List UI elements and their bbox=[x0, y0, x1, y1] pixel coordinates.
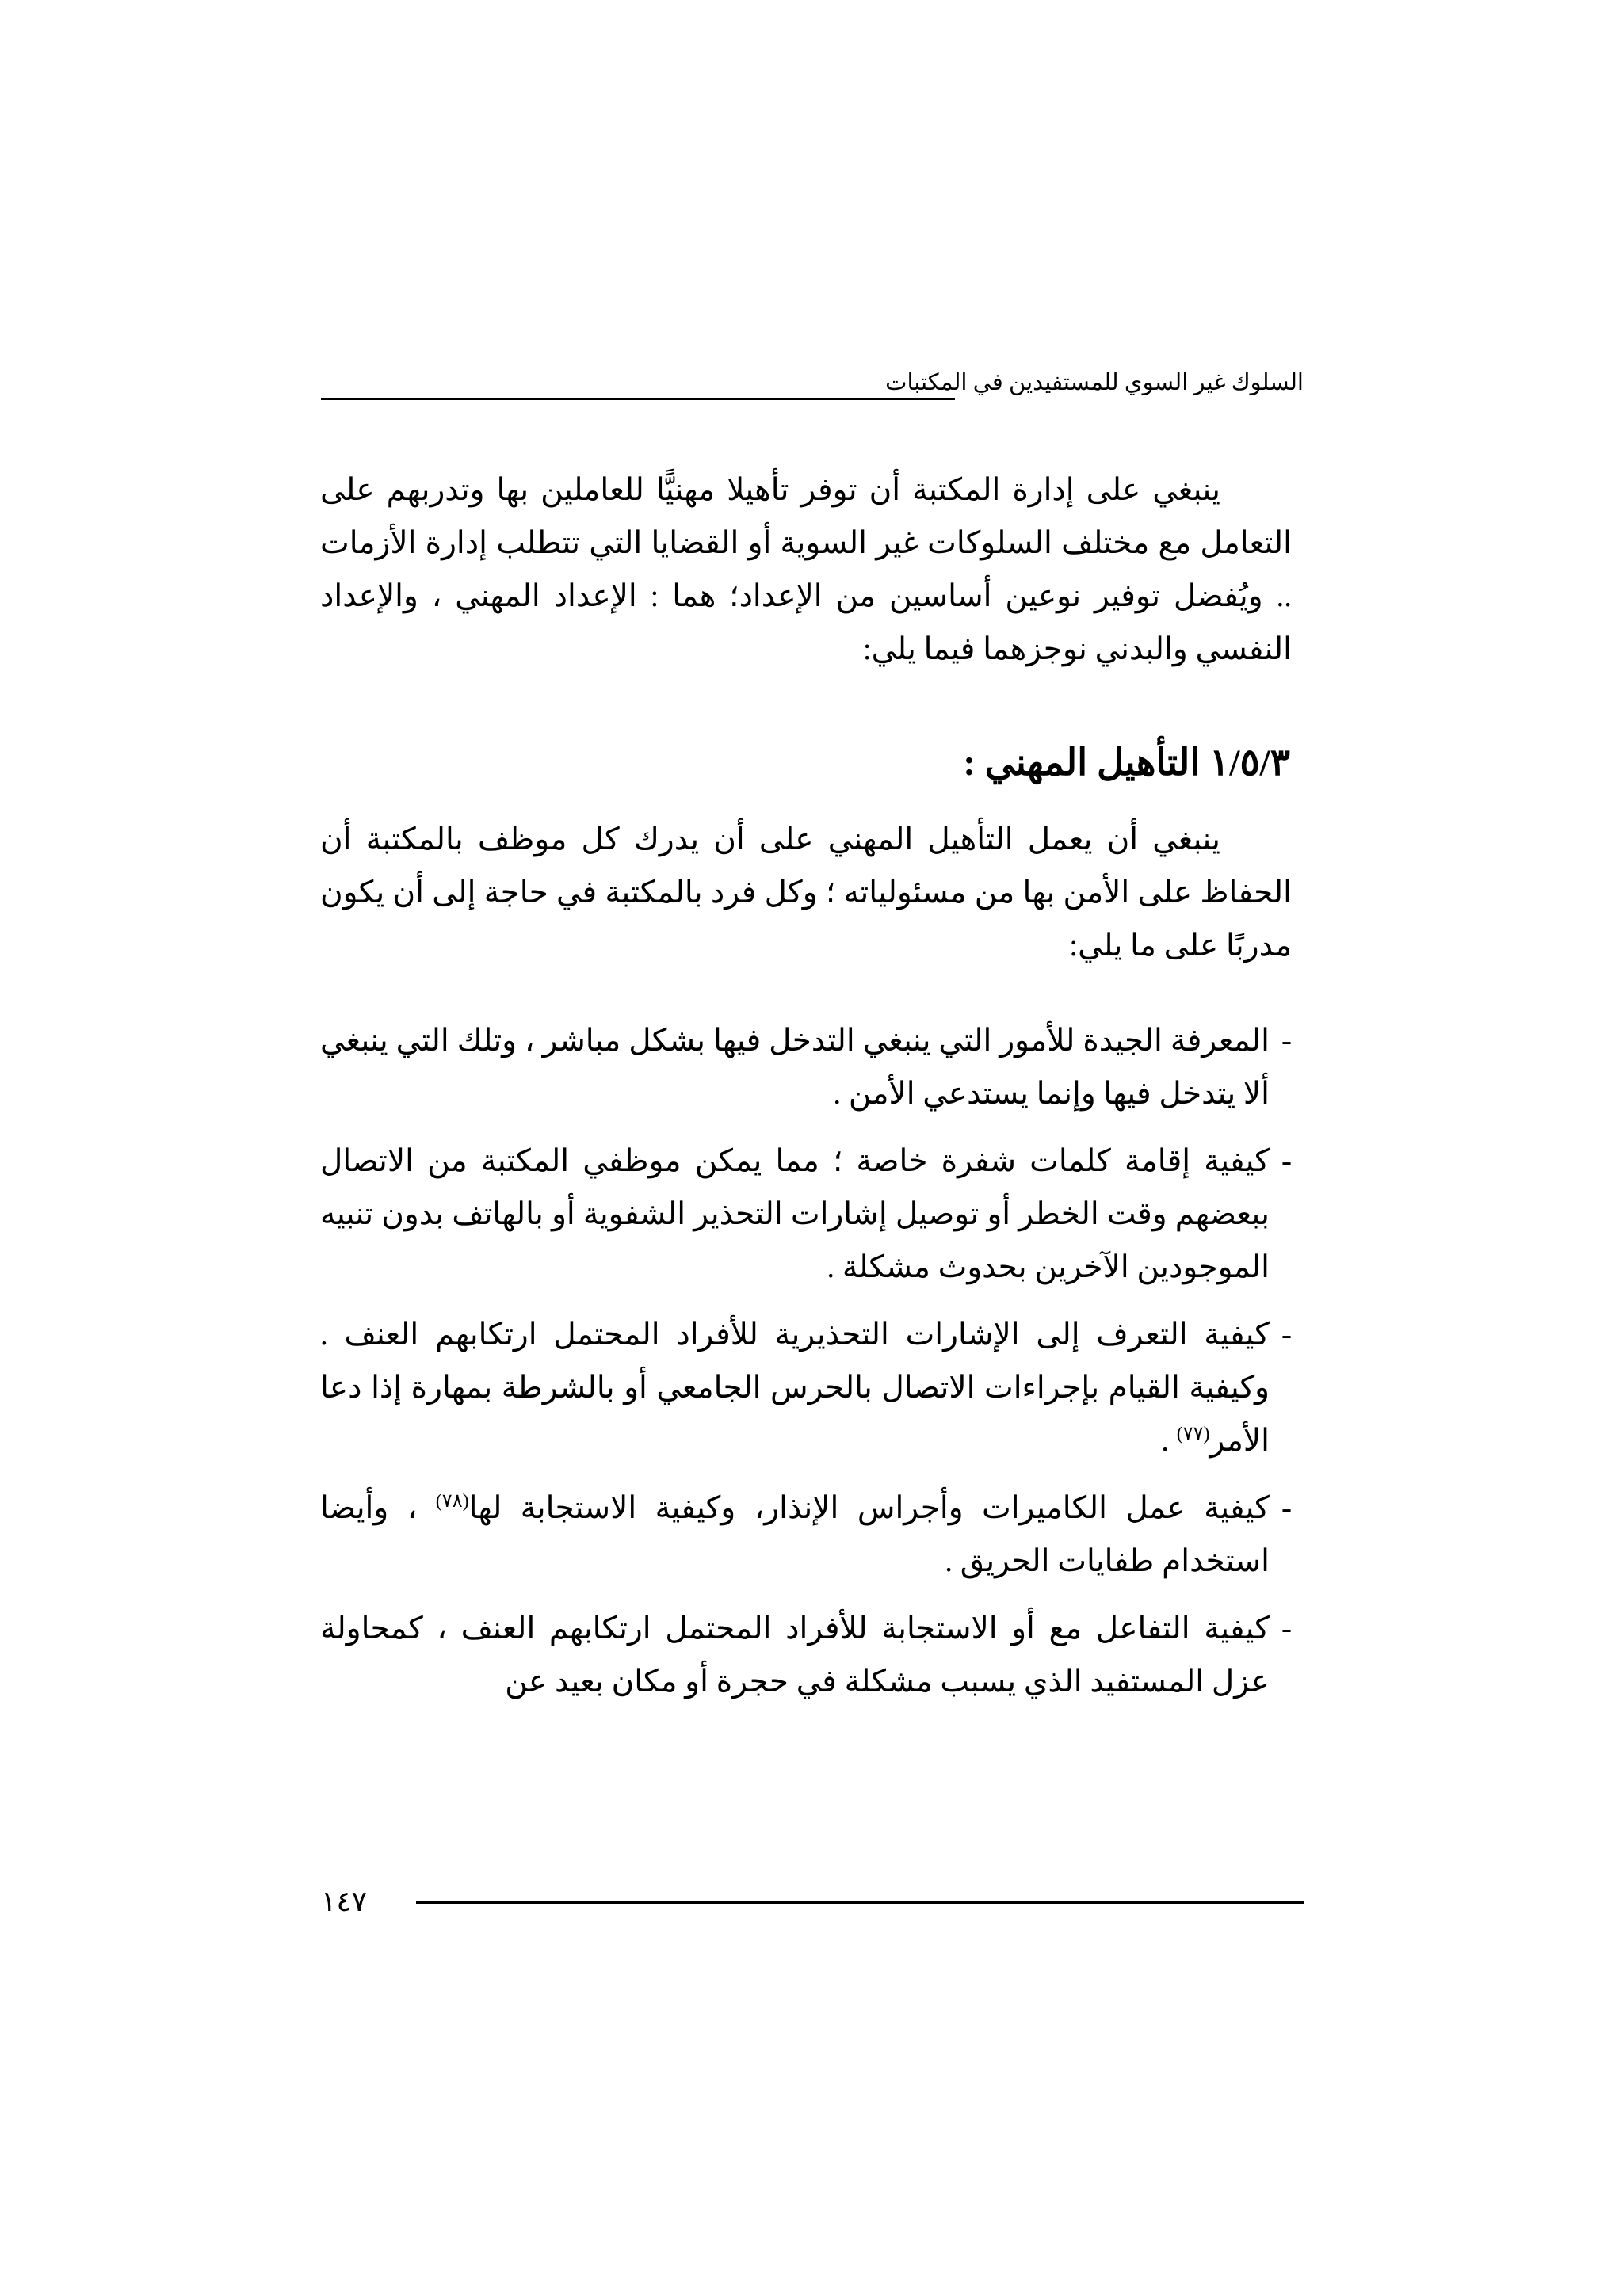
list-item-text-end: ، وأيضا استخدام طفايات الحريق . bbox=[320, 1491, 1270, 1578]
footnote-ref[interactable]: (٧٧) bbox=[1176, 1424, 1210, 1444]
list-item-text: كيفية التفاعل مع أو الاستجابة للأفراد المحتمل ارتكابهم العنف ، كمحاولة عزل المستفيد الذي يسبب مشكلة في حجرة أو مكان بعيد عن bbox=[320, 1611, 1270, 1699]
header-rule bbox=[321, 398, 955, 400]
list-dash: - bbox=[1281, 1144, 1292, 1178]
footer-rule bbox=[416, 1901, 1304, 1904]
list-item-text: المعرفة الجيدة للأمور التي ينبغي التدخل فيها بشكل مباشر ، وتلك التي ينبغي ألا يتدخل فيها وإنما يستدعي الأمن . bbox=[320, 1024, 1270, 1111]
footnote-ref[interactable]: (٧٨) bbox=[435, 1491, 469, 1512]
header-title: السلوك غير السوي للمستفيدين في المكتبات bbox=[885, 370, 1304, 395]
page-footer bbox=[321, 1884, 1304, 1924]
intro-paragraph: ينبغي على إدارة المكتبة أن توفر تأهيلا مهنيًّا للعاملين بها وتدربهم على التعامل مع مختلف السلوكات غير السوية أو القضايا التي تتطلب إدارة الأزمات .. ويُفضل توفير نوعين أساسين من الإعداد؛ هما : الإعداد المهني ، والإعداد النفسي والبدني نوجزهما فيما يلي: bbox=[320, 473, 1292, 666]
list-item-text: كيفية عمل الكاميرات وأجراس الإنذار، وكيفية الاستجابة لها bbox=[468, 1491, 1270, 1525]
page-number: ١٤٧ bbox=[321, 1886, 368, 1917]
list-item bbox=[320, 1014, 1292, 1120]
training-list bbox=[320, 1014, 1292, 1722]
list-item bbox=[320, 1482, 1292, 1588]
running-header bbox=[321, 366, 1304, 406]
list-dash: - bbox=[1281, 1024, 1292, 1058]
list-item bbox=[320, 1308, 1292, 1467]
list-item bbox=[320, 1602, 1292, 1708]
list-item-text-end: . bbox=[1161, 1424, 1177, 1458]
list-dash: - bbox=[1281, 1318, 1292, 1352]
list-item-text: كيفية إقامة كلمات شفرة خاصة ؛ مما يمكن موظفي المكتبة من الاتصال ببعضهم وقت الخطر أو توصيل إشارات التحذير الشفوية أو بالهاتف بدون تنبيه الموجودين الآخرين بحدوث مشكلة . bbox=[320, 1144, 1270, 1284]
section-paragraph: ينبغي أن يعمل التأهيل المهني على أن يدرك كل موظف بالمكتبة أن الحفاظ على الأمن بها من مسئولياته ؛ وكل فرد بالمكتبة في حاجة إلى أن يكون مدربًا على ما يلي: bbox=[320, 822, 1292, 963]
section-heading: ١/٥/٣ التأهيل المهني : bbox=[963, 742, 1290, 784]
list-dash: - bbox=[1281, 1491, 1292, 1525]
list-dash: - bbox=[1281, 1611, 1292, 1646]
list-item-text: كيفية التعرف إلى الإشارات التحذيرية للأفراد المحتمل ارتكابهم العنف . وكيفية القيام بإجراءات الاتصال بالحرس الجامعي أو بالشرطة بمهارة إذا دعا الأمر bbox=[320, 1318, 1270, 1458]
list-item bbox=[320, 1135, 1292, 1294]
